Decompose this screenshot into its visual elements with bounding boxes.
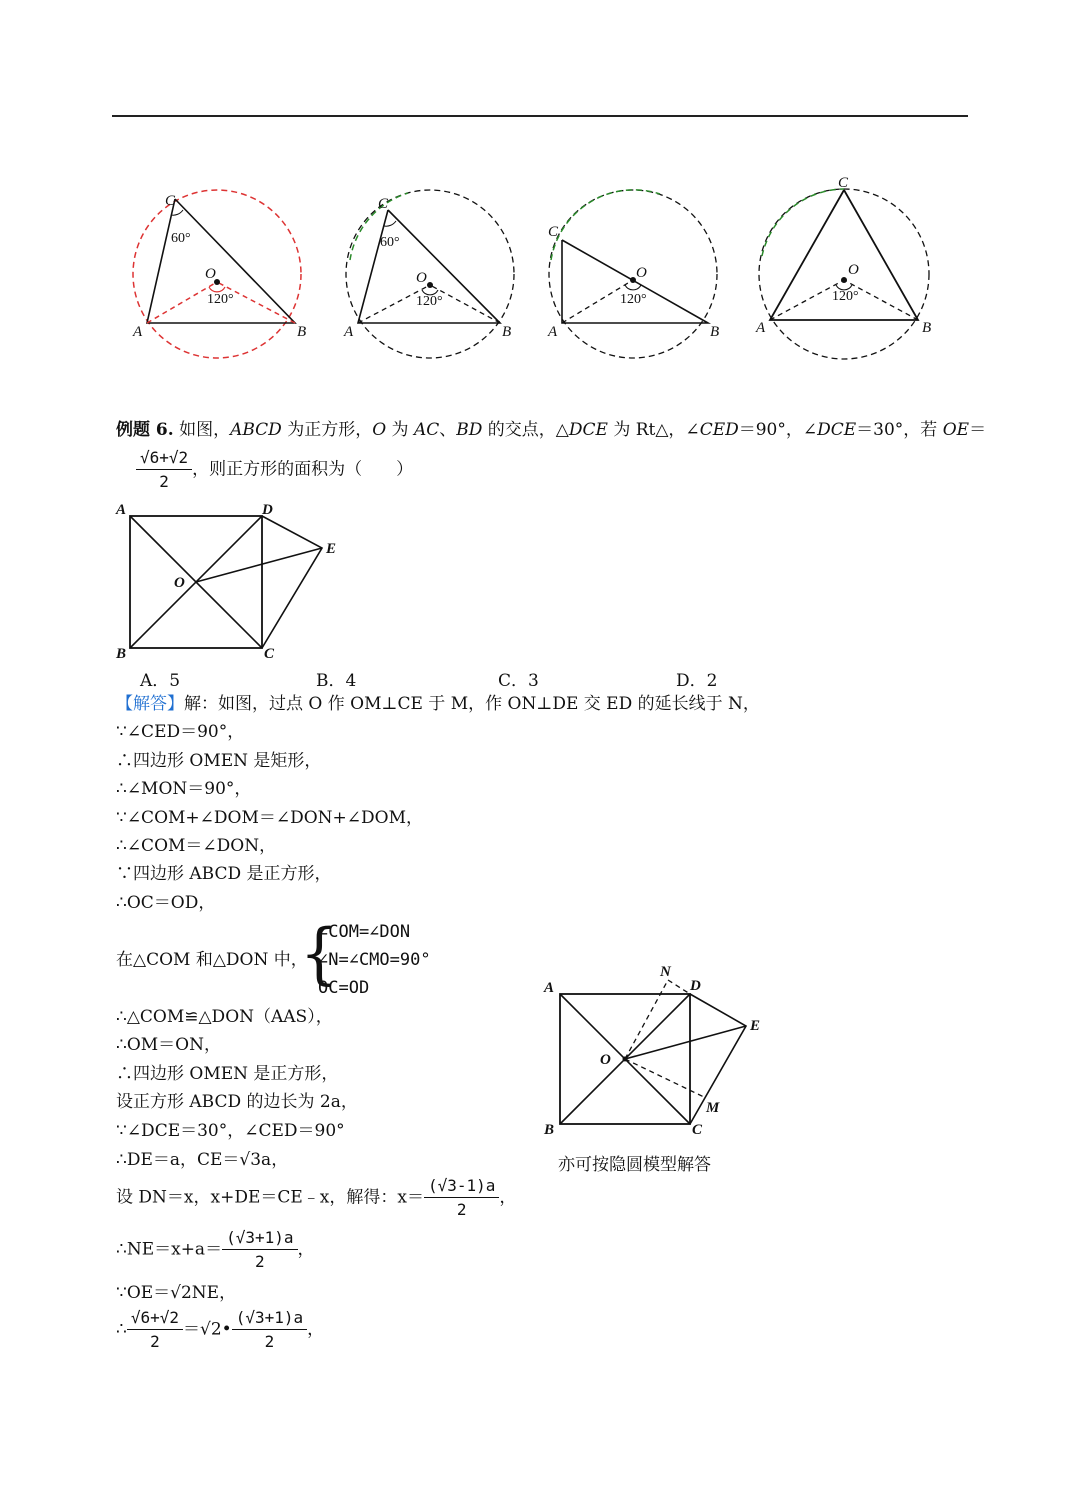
circle3-label-c: C xyxy=(548,224,559,240)
solution-line-4: ∴∠MON＝90°， xyxy=(116,779,252,799)
header-rule xyxy=(112,115,968,117)
circle1-angle-o: 120° xyxy=(207,292,234,307)
circle4-angle-o: 120° xyxy=(832,289,859,304)
circle2-label-a: A xyxy=(344,324,354,340)
sq2-label-d: D xyxy=(690,978,701,994)
circle4-label-o: O xyxy=(848,262,859,278)
solution-line-5: ∵∠COM+∠DOM＝∠DON+∠DOM， xyxy=(116,808,424,828)
solution-line-10: ∴△COM≌△DON（AAS）， xyxy=(116,1007,333,1027)
square-figure-1 xyxy=(110,498,360,663)
solution-line-3: ∴四边形 OMEN 是矩形， xyxy=(116,751,322,771)
solution-line-13: 设正方形 ABCD 的边长为 2a， xyxy=(116,1092,358,1112)
circle3-label-b: B xyxy=(710,324,720,340)
sq1-label-o: O xyxy=(174,575,185,591)
circle4-label-b: B xyxy=(922,320,932,336)
circle4-label-c: C xyxy=(838,175,849,191)
problem-line-2: $\frac{√6+√2}{2}$ ，则正方形的面积为（ ） xyxy=(136,448,413,492)
sq1-label-b: B xyxy=(116,646,127,662)
solution-line-19: ∴ $\frac{√6+√2}{2}$ ＝√2• $\frac{(√3+1)a}{2}$ ， xyxy=(116,1308,325,1351)
circle-figure-1 xyxy=(125,170,315,370)
circle1-angle-c: 60° xyxy=(171,231,191,246)
circle1-label-c: C xyxy=(165,193,176,209)
oe-fraction: $\frac{√6+√2}{2}$ xyxy=(136,448,192,492)
solution-line-2: ∵∠CED＝90°， xyxy=(116,722,245,742)
sq1-label-c: C xyxy=(264,646,275,662)
sq1-label-e: E xyxy=(326,541,337,557)
circle1-label-o: O xyxy=(205,266,216,282)
solution-line-14: ∵∠DCE＝30°，∠CED＝90° xyxy=(116,1121,345,1141)
sq2-label-m: M xyxy=(706,1100,720,1116)
choice-a[interactable]: A．5 xyxy=(140,671,181,691)
square-figure-2 xyxy=(536,960,776,1140)
circle3-label-o: O xyxy=(636,265,647,281)
solution-line-6: ∴∠COM＝∠DON， xyxy=(116,836,277,856)
problem-line-1: 例题 6. 如图，ABCD 为正方形，O 为 AC、BD 的交点，△DCE 为 Rt△，∠CED＝90°，∠DCE＝30°，若 OE＝ xyxy=(116,420,987,440)
sq2-label-e: E xyxy=(750,1018,761,1034)
solution-line-18: ∵OE＝√2NE， xyxy=(116,1283,237,1303)
solution-line-17: ∴NE＝x+a＝ $\frac{(√3+1)a}{2}$ ， xyxy=(116,1228,315,1271)
circle3-angle-o: 120° xyxy=(620,292,647,307)
circle2-angle-o: 120° xyxy=(416,294,443,309)
choice-d[interactable]: D．2 xyxy=(676,671,718,691)
sq2-label-c: C xyxy=(692,1122,703,1138)
circle-figure-2 xyxy=(338,170,528,370)
sq2-label-n: N xyxy=(660,964,671,980)
circle3-label-a: A xyxy=(548,324,558,340)
circle-figure-3 xyxy=(540,170,730,370)
solution-line-15: ∴DE＝a，CE＝√3a， xyxy=(116,1150,289,1170)
choice-b[interactable]: B．4 xyxy=(316,671,357,691)
solution-line-9: 在△COM 和△DON 中， xyxy=(116,950,308,970)
solution-line-7: ∵四边形 ABCD 是正方形， xyxy=(116,864,332,884)
congruence-system: ∠COM=∠DON ∠N=∠CMO=90° OC=OD xyxy=(318,922,431,998)
sq1-label-a: A xyxy=(116,502,127,518)
solution-line-8: ∴OC＝OD， xyxy=(116,893,216,913)
solution-line-12: ∴四边形 OMEN 是正方形， xyxy=(116,1064,339,1084)
system-brace: { xyxy=(300,915,339,993)
circle4-label-a: A xyxy=(756,320,766,336)
sq2-label-o: O xyxy=(600,1052,611,1068)
solution-tag: 【解答】 xyxy=(116,694,184,714)
sq2-label-b: B xyxy=(544,1122,555,1138)
circle2-angle-c: 60° xyxy=(380,235,400,250)
circle2-label-o: O xyxy=(416,270,427,286)
solution-line-1: 【解答】解：如图，过点 O 作 OM⊥CE 于 M，作 ON⊥DE 交 ED 的延长线于 N， xyxy=(116,694,760,714)
circle2-label-c: C xyxy=(378,196,389,212)
circle1-label-a: A xyxy=(133,324,143,340)
circle2-label-b: B xyxy=(502,324,512,340)
circle-figure-4 xyxy=(748,170,938,370)
circle1-label-b: B xyxy=(297,324,307,340)
choice-c[interactable]: C．3 xyxy=(498,671,539,691)
solution-line-16: 设 DN＝x，x+DE＝CE﹣x，解得：x＝ $\frac{(√3-1)a}{2}$ ， xyxy=(116,1176,517,1219)
sq2-label-a: A xyxy=(544,980,555,996)
figure-caption: 亦可按隐圆模型解答 xyxy=(558,1155,711,1175)
solution-line-11: ∴OM＝ON， xyxy=(116,1035,221,1055)
sq1-label-d: D xyxy=(262,502,273,518)
